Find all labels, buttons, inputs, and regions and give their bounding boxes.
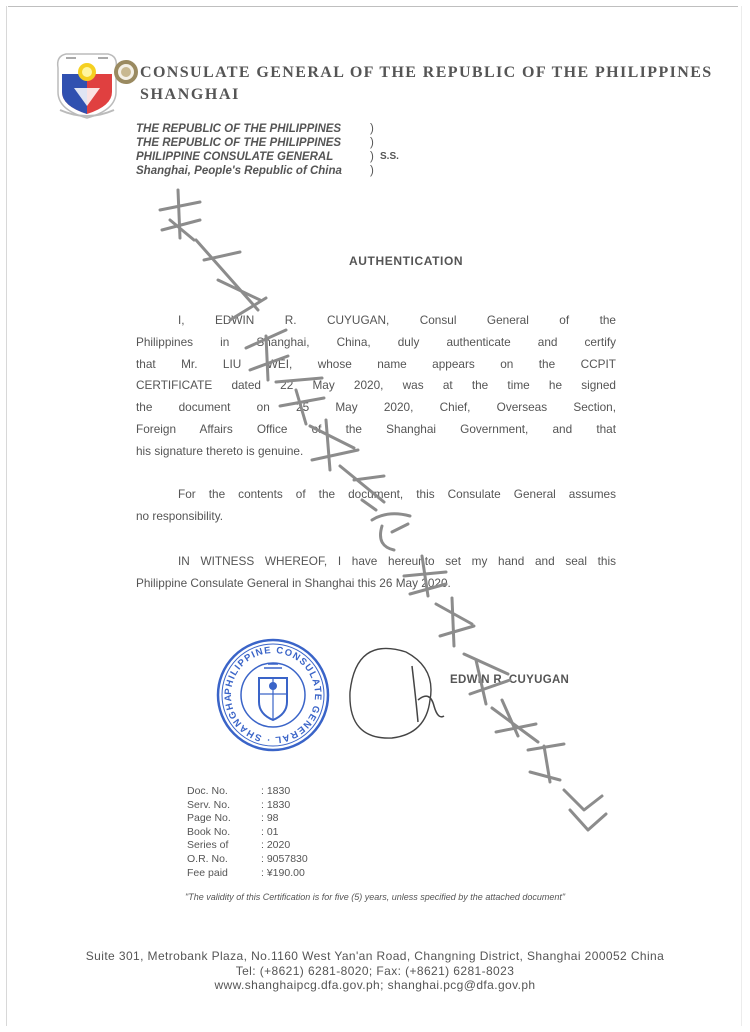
- witness-paragraph: [136, 551, 616, 595]
- sun-emblem-icon: [112, 58, 140, 86]
- fee-row: [187, 785, 308, 799]
- page-top-edge: [8, 6, 738, 7]
- fee-label: O.R. No.: [187, 852, 228, 865]
- footer-phone: Tel: (+8621) 6281-8020; Fax: (+8621) 6281-8023: [235, 963, 515, 978]
- venue-line: PHILIPPINE CONSULATE GENERAL: [136, 151, 334, 163]
- fee-value: : 1830: [261, 785, 291, 797]
- fee-value: : 1830: [261, 798, 291, 811]
- fee-details: [187, 785, 308, 880]
- fee-label: Doc. No.: [187, 785, 228, 797]
- fee-value: : 01: [261, 825, 279, 838]
- fee-row: [187, 853, 308, 867]
- venue-line: Shanghai, People's Republic of China: [136, 165, 342, 177]
- paragraph-line: Philippine Consulate General in Shanghai this 26 May 2020.: [136, 575, 451, 590]
- paragraph-line: CERTIFICATE dated 22 May 2020, was at the time he signed: [136, 378, 616, 393]
- fee-label: Page No.: [187, 812, 231, 825]
- fee-value: : 2020: [261, 839, 291, 852]
- fee-row: [187, 799, 308, 813]
- responsibility-paragraph: [136, 484, 616, 528]
- fee-label: Fee paid: [187, 866, 228, 879]
- paragraph-line: his signature thereto is genuine.: [136, 443, 304, 458]
- fee-label: Book No.: [187, 825, 231, 838]
- signer-name: EDWIN R. CUYUGAN: [450, 674, 570, 686]
- ss-label: S.S.: [380, 151, 399, 162]
- certification-paragraph: [136, 310, 616, 463]
- fee-value: : 98: [261, 812, 279, 825]
- paragraph-line: I, EDWIN R. CUYUGAN, Consul General of the: [178, 313, 616, 327]
- paragraph-line: that Mr. LIU WEI, whose name appears on the CCPIT: [136, 356, 616, 371]
- consulate-seal-stamp: [216, 638, 330, 752]
- venue-bracket: ) ) ) ): [370, 123, 374, 177]
- fee-row: [187, 812, 308, 826]
- consulate-city: SHANGHAI: [140, 86, 240, 103]
- footer-web: www.shanghaipcg.dfa.gov.ph; shanghai.pcg@dfa.gov.ph: [214, 978, 536, 992]
- paragraph-line: the document on 25 May 2020, Chief, Overseas Section,: [136, 400, 616, 415]
- paragraph-line: IN WITNESS WHEREOF, I have hereunto set my hand and seal this: [178, 554, 616, 568]
- paragraph-line: no responsibility.: [136, 508, 223, 523]
- signature-scribble: [346, 640, 456, 744]
- paragraph-line: Philippines in Shanghai, China, duly authenticate and certify: [136, 334, 616, 349]
- venue-block: [136, 122, 342, 178]
- seal-text: PHILIPPINE CONSULATE GENERAL · SHANGHA: [222, 644, 324, 746]
- svg-text:PHILIPPINE CONSULATE GENERAL ·: [216, 638, 323, 745]
- footer-contact: [0, 949, 750, 993]
- fee-value: : ¥190.00: [261, 866, 305, 879]
- consulate-title: CONSULATE GENERAL OF THE REPUBLIC OF THE PHILIPPINES: [140, 64, 713, 81]
- document-title: AUTHENTICATION: [349, 254, 464, 268]
- fee-label: Series of: [187, 839, 229, 852]
- fee-value: : 9057830: [261, 852, 308, 865]
- page-right-edge: [741, 6, 742, 1026]
- page-left-edge: [6, 6, 7, 1026]
- paragraph-line: Foreign Affairs Office of the Shanghai Government, and that: [136, 421, 616, 436]
- fee-row: [187, 839, 308, 853]
- validity-note: "The validity of this Certification is for five (5) years, unless specified by the attached document": [185, 892, 566, 902]
- fee-row: [187, 826, 308, 840]
- venue-line: THE REPUBLIC OF THE PHILIPPINES: [136, 123, 342, 135]
- footer-address: Suite 301, Metrobank Plaza, No.1160 West Yan'an Road, Changning District, Shanghai 200052 China: [85, 949, 665, 963]
- venue-line: THE REPUBLIC OF THE PHILIPPINES: [136, 137, 342, 149]
- fee-row: [187, 867, 308, 881]
- paragraph-line: For the contents of the document, this Consulate General assumes: [178, 487, 616, 501]
- fee-label: Serv. No.: [187, 798, 230, 811]
